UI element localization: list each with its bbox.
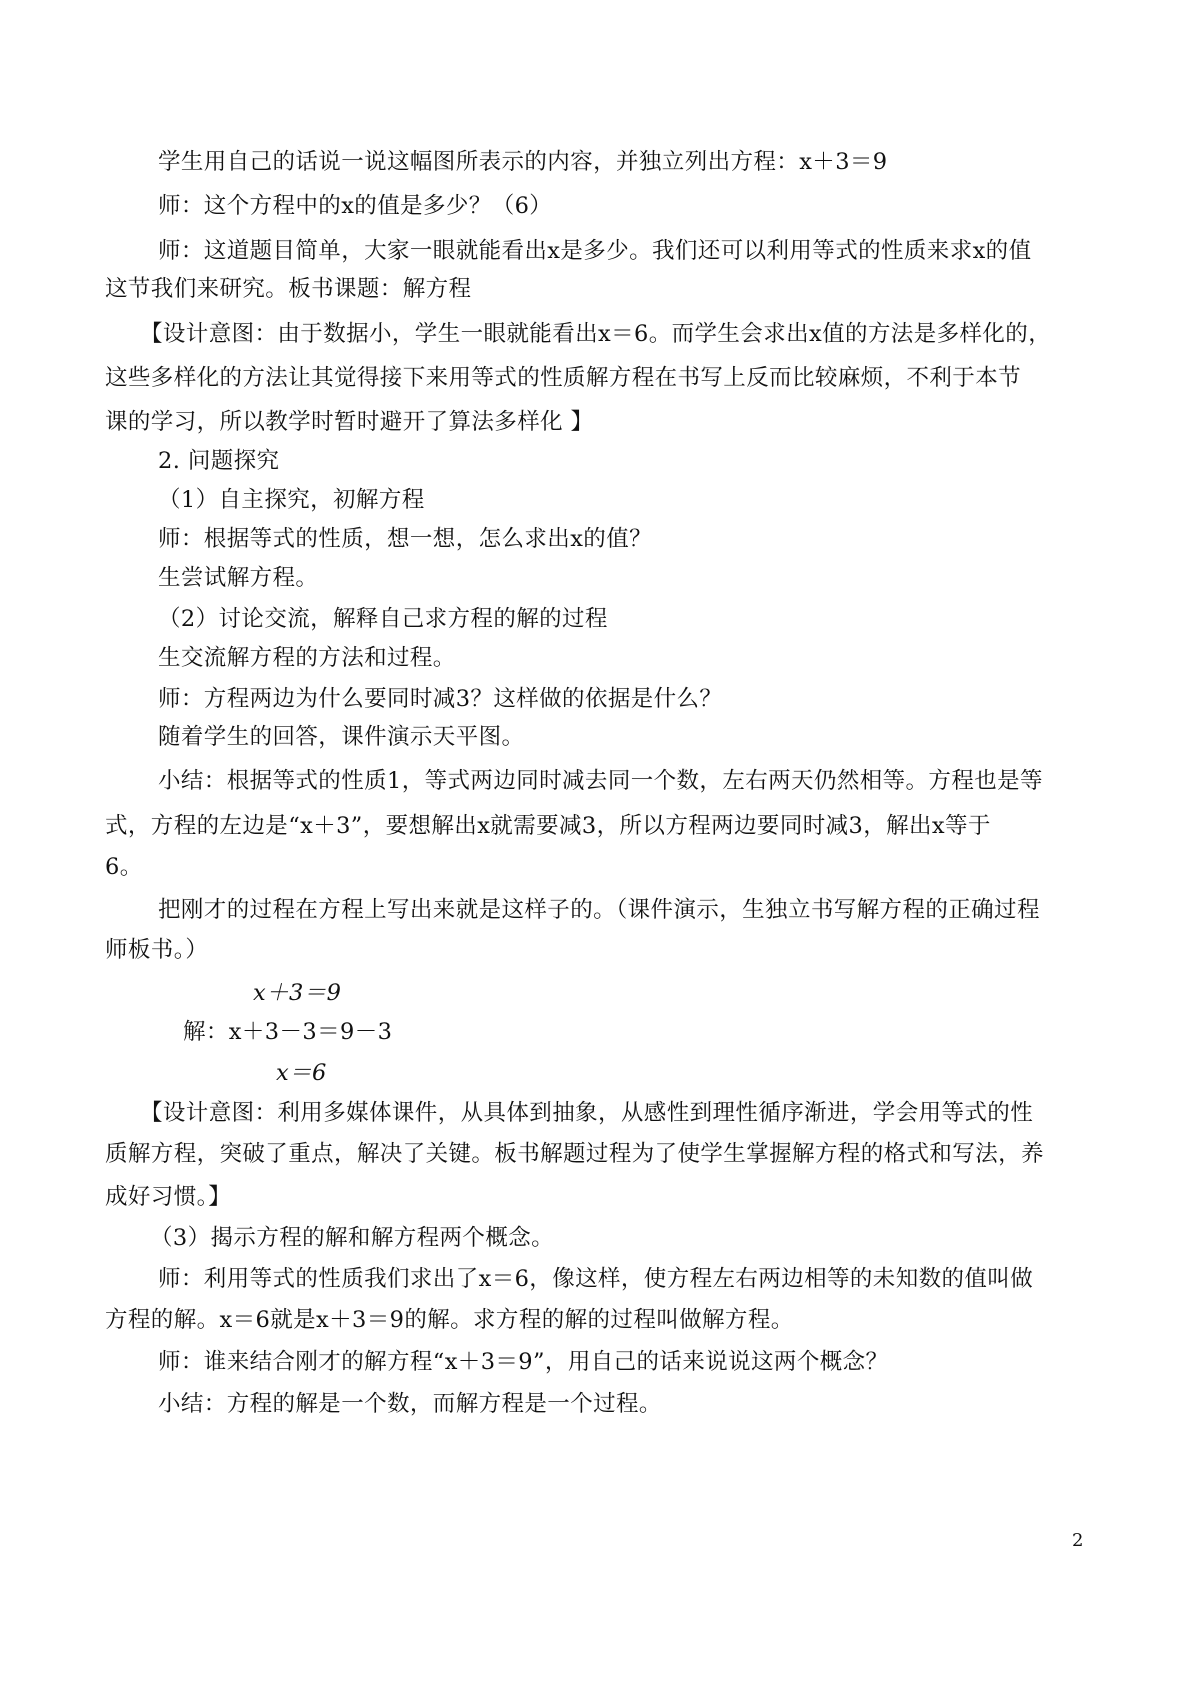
page-number: 2 [1072,1530,1084,1551]
paragraph-line: 师：利用等式的性质我们求出了x＝6，像这样，使方程左右两边相等的未知数的值叫做 [158,1266,1034,1292]
subsection-heading: （1）自主探究，初解方程 [158,487,425,513]
paragraph-line: 生尝试解方程。 [158,565,319,591]
design-intent-line: 【设计意图：利用多媒体课件，从具体到抽象，从感性到理性循序渐进，学会用等式的性 [140,1100,1034,1126]
summary-line: 式，方程的左边是“x＋3”，要想解出x就需要减3，所以方程两边要同时减3，解出x等于 [105,813,991,839]
summary-line: 小结：方程的解是一个数，而解方程是一个过程。 [158,1391,662,1417]
summary-line: 6。 [105,854,143,880]
paragraph-line: 师：这道题目简单，大家一眼就能看出x是多少。我们还可以利用等式的性质来求x的值 [158,238,1032,264]
design-intent-line: 这些多样化的方法让其觉得接下来用等式的性质解方程在书写上反而比较麻烦，不利于本节 [105,365,1022,391]
paragraph-line: 师：谁来结合刚才的解方程“x＋3＝9”，用自己的话来说说这两个概念？ [158,1349,889,1375]
summary-line: 小结：根据等式的性质1，等式两边同时减去同一个数，左右两天仍然相等。方程也是等 [158,768,1043,794]
paragraph-line: 生交流解方程的方法和过程。 [158,645,456,671]
design-intent-line: 【设计意图：由于数据小，学生一眼就能看出x＝6。而学生会求出x值的方法是多样化的， [140,321,1052,347]
section-heading: 2. 问题探究 [158,448,280,474]
equation-line: x＋3＝9 [253,980,342,1006]
paragraph-line: 方程的解。x＝6就是x＋3＝9的解。求方程的解的过程叫做解方程。 [105,1307,794,1333]
paragraph-line: 这节我们来研究。板书课题：解方程 [105,276,472,302]
design-intent-line: 课的学习，所以教学时暂时避开了算法多样化 】 [105,409,594,435]
design-intent-line: 成好习惯。】 [105,1184,232,1210]
subsection-heading: （2）讨论交流，解释自己求方程的解的过程 [158,606,608,632]
design-intent-line: 质解方程，突破了重点，解决了关键。板书解题过程为了使学生掌握解方程的格式和写法，养 [105,1141,1044,1167]
paragraph-line: 师：方程两边为什么要同时减3？这样做的依据是什么？ [158,686,723,712]
subsection-heading: （3）揭示方程的解和解方程两个概念。 [150,1225,555,1251]
paragraph-line: 把刚才的过程在方程上写出来就是这样子的。（课件演示，生独立书写解方程的正确过程 [158,897,1040,923]
equation-line: 解：x＋3－3＝9－3 [183,1019,393,1045]
paragraph-line: 师板书。） [105,937,209,963]
paragraph-line: 师：根据等式的性质，想一想，怎么求出x的值？ [158,526,652,552]
equation-line: x＝6 [276,1060,327,1086]
paragraph-line: 随着学生的回答，课件演示天平图。 [158,724,525,750]
paragraph-line: 师：这个方程中的x的值是多少？（6） [158,193,553,219]
paragraph-line: 学生用自己的话说一说这幅图所表示的内容，并独立列出方程：x＋3＝9 [158,149,888,175]
